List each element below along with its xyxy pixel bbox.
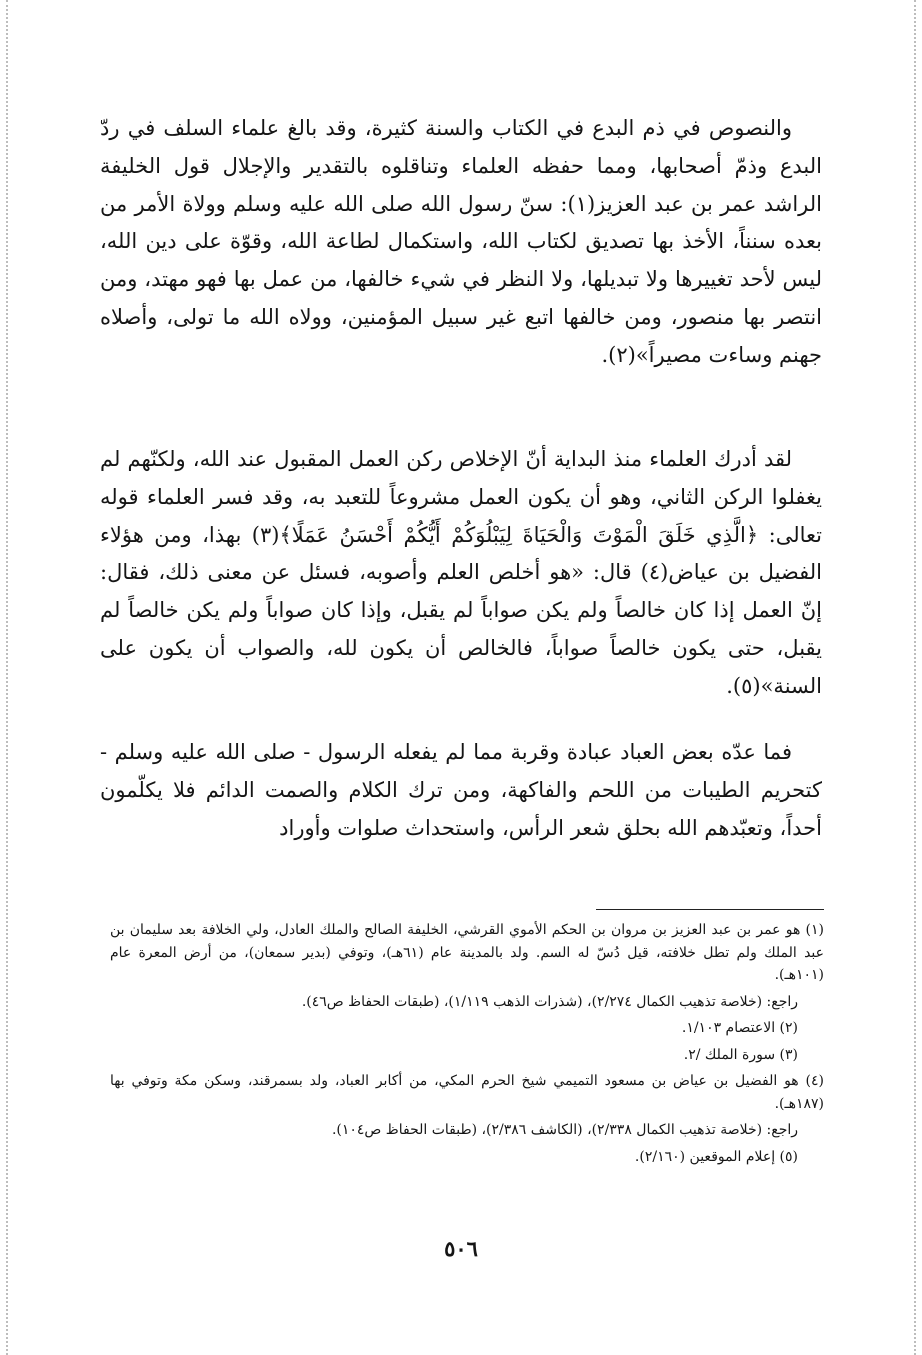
paragraph-text: والنصوص في ذم البدع في الكتاب والسنة كثيرة، وقد بالغ علماء السلف في ردّ البدع وذمّ أصحابها، ومما حفظه العلماء وتناقلوه بالتقدير والإجلال قول الخليفة الراشد عمر بن عبد العزيز(١): سنّ رسول الله صلى الله عليه وسلم وولاة الأمر من بعده سنناً، الأخذ بها تصديق لكتاب الله، واستكمال لطاعة الله، وقوّة على دين الله، ليس لأحد تغييرها ولا تبديلها، ولا النظر في شيء خالفها، من عمل بها فهو مهتد، ومن انتصر بها منصور، ومن خالفها اتبع غير سبيل المؤمنين، وولاه الله ما تولى، وأصلاه جهنم وساءت مصيراً»(٢). [100, 116, 822, 367]
scan-edge-left [6, 0, 8, 1355]
body-paragraph-2 [100, 441, 822, 706]
footnote-separator [596, 909, 824, 910]
body-paragraph-3 [100, 734, 822, 847]
paragraph-text: لقد أدرك العلماء منذ البداية أنّ الإخلاص ركن العمل المقبول عند الله، ولكنّهم لم يغفلوا الركن الثاني، وهو أن يكون العمل مشروعاً للتعبد به، وقد فسر العلماء قوله تعالى: ﴿الَّذِي خَلَقَ الْمَوْتَ وَالْحَيَاةَ لِيَبْلُوَكُمْ أَيُّكُمْ أَحْسَنُ عَمَلًا﴾(٣) بهذا، ومن هؤلاء الفضيل بن عياض(٤) قال: «هو أخلص العلم وأصوبه، فسئل عن معنى ذلك، فقال: إنّ العمل إذا كان خالصاً ولم يكن صواباً لم يقبل، وإذا كان صواباً ولم يكن خالصاً لم يقبل، حتى يكون خالصاً صواباً، فالخالص أن يكون لله، والصواب أن يكون على السنة»(٥). [100, 447, 822, 698]
paragraph-text: فما عدّه بعض العباد عبادة وقربة مما لم يفعله الرسول - صلى الله عليه وسلم - كتحريم الطيبات من اللحم والفاكهة، ومن ترك الكلام والصمت الدائم فلا يكلّمون أحداً، وتعبّدهم الله بحلق شعر الرأس، واستحداث صلوات وأوراد [100, 740, 822, 840]
footnote-2: (٢) الاعتصام ١/١٠٣. [681, 1020, 798, 1036]
footnote-4-references: راجع: (خلاصة تذهيب الكمال ٢/٣٣٨)، (الكاشف ٢/٣٨٦)، (طبقات الحفاظ ص١٠٤). [331, 1122, 798, 1138]
footnote-4: (٤) هو الفضيل بن عياض بن مسعود التميمي شيخ الحرم المكي، من أكابر العباد، ولد بسمرقند، وسكن مكة وتوفي بها (١٨٧هـ). [110, 1073, 824, 1112]
scan-edge-right [914, 0, 916, 1355]
footnote-1: (١) هو عمر بن عبد العزيز بن مروان بن الحكم الأموي القرشي، الخليفة الصالح والملك العادل، ولي الخلافة بعد سليمان بن عبد الملك ولم تطل خلافته، قيل دُسّ له السم. ولد بالمدينة عام (٦١هـ)، وتوفي (بدير سمعان)، من أرض المعرة عام (١٠١هـ). [110, 922, 824, 983]
footnote-1-references: راجع: (خلاصة تذهيب الكمال ٢/٢٧٤)، (شذرات الذهب ١/١١٩)، (طبقات الحفاظ ص٤٦). [301, 993, 798, 1010]
page-number: ٥٠٦ [444, 1236, 478, 1261]
footnote-5: (٥) إعلام الموقعين (٢/١٦٠). [634, 1148, 798, 1165]
footnotes [110, 919, 824, 1172]
footnote-3: (٣) سورة الملك /٢. [683, 1046, 798, 1063]
body-paragraph-1 [100, 110, 822, 375]
